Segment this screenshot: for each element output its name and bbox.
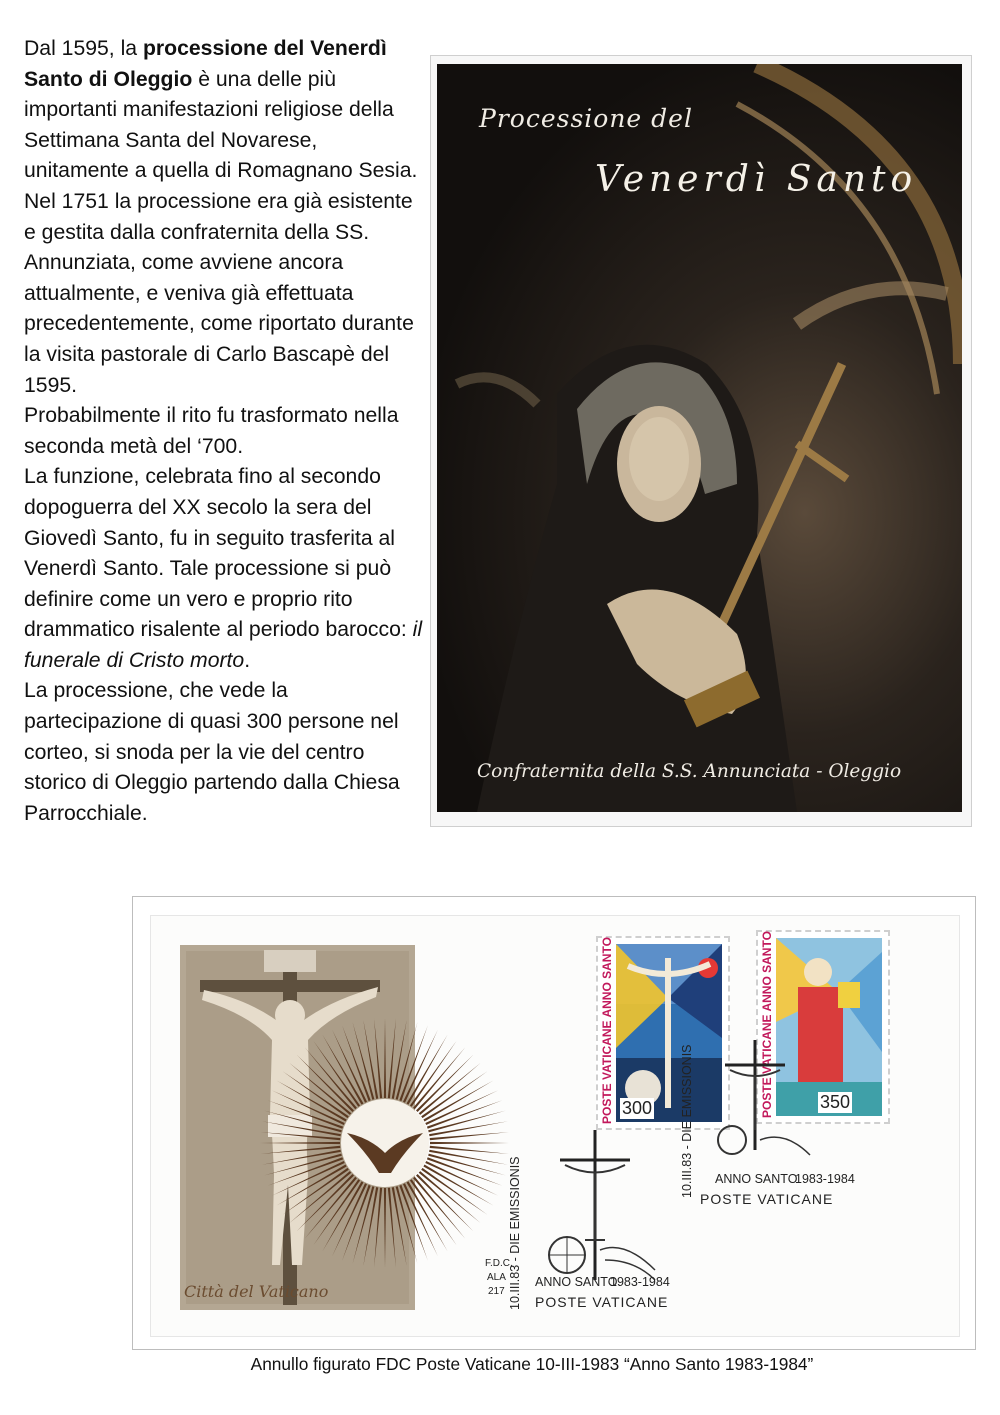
sunburst-ray: [384, 1188, 386, 1268]
postmark-2-office: POSTE VATICANE: [700, 1191, 834, 1207]
p1-rest: è una delle più importanti manifestazioni religiose della Settimana Santa del Novarese, unitamente a quella di Romagnano Sesia.: [24, 67, 418, 183]
paragraph-4: [24, 462, 424, 676]
p1-bold: processione del Venerdì Santo di Oleggio: [24, 37, 387, 91]
cover-image: [437, 64, 962, 812]
paragraph-2: Nel 1751 la processione era già esistente e gestita dalla confraternita della SS. Annunziata, come avviene ancora attualmente, e veniva già effettuata precedentemente, come riportato durante la visita pastorale di Carlo Bascapè del 1595.: [24, 189, 414, 397]
p4-main: La funzione, celebrata fino al secondo dopoguerra del XX secolo la sera del Giovedì Santo, fu in seguito trasferita al Venerdì Santo. Tale processione si può definire come un vero e proprio rito drammatico risalente al periodo barocco:: [24, 465, 413, 642]
sunburst-ray: [416, 1174, 473, 1231]
stamp-350-text: POSTE VATICANE ANNO SANTO: [760, 931, 774, 1118]
cover-caption: Confraternita della S.S. Annunciata - Oleggio: [477, 761, 902, 782]
cover-title-line1: Processione del: [479, 104, 693, 133]
sunburst-ray: [305, 1177, 357, 1239]
postmark-1-date: 10.III.83 - DIE EMISSIONIS: [508, 1156, 522, 1310]
postmark-1-anno: ANNO SANTO: [535, 1275, 618, 1289]
sunburst-ray: [297, 1055, 354, 1112]
sunburst-ray: [289, 1063, 351, 1115]
fdc-label-3: 217: [488, 1286, 505, 1297]
postmark-2-anno: ANNO SANTO: [715, 1172, 798, 1186]
postmark-2-date: 10.III.83 - DIE EMISSIONIS: [680, 1044, 694, 1198]
stamp-300-value: 300: [622, 1098, 653, 1118]
fdc-label-2: ALA: [487, 1272, 506, 1283]
postmark-1-office: POSTE VATICANE: [535, 1294, 669, 1310]
sunburst-dove-emblem: [180, 945, 520, 1325]
stamp-300-text: POSTE VATICANE ANNO SANTO: [600, 937, 614, 1124]
stamp-350-value: 350: [820, 1092, 851, 1112]
sunburst-ray: [384, 1018, 386, 1098]
envelope-caption: Annullo figurato FDC Poste Vaticane 10-III-1983 “Anno Santo 1983-1984”: [250, 1354, 814, 1374]
sunburst-ray: [305, 1047, 357, 1109]
paragraph-1: [24, 34, 424, 187]
sunburst-ray: [416, 1055, 473, 1112]
sunburst-ray: [413, 1047, 465, 1109]
paragraph-3: Probabilmente il rito fu trasformato nella seconda metà del ‘700.: [24, 404, 399, 458]
postmark-2: [690, 1030, 820, 1180]
sunburst-ray: [413, 1177, 465, 1239]
artwork-caption: Città del Vaticano: [184, 1282, 329, 1301]
body-text: [24, 34, 424, 829]
p4-end: .: [244, 648, 251, 672]
postmark-1-years: 1983-1984: [610, 1275, 670, 1289]
paragraph-5: La processione, che vede la partecipazione di quasi 300 persone nel corteo, si snoda per la vie del centro storico di Oleggio partendo dalla Chiesa Parrocchiale.: [24, 679, 400, 825]
postmark-2-years: 1983-1984: [795, 1172, 855, 1186]
sunburst-ray: [260, 1142, 340, 1144]
sunburst-center: [341, 1099, 429, 1187]
cover-title-line2: Venerdì Santo: [595, 159, 918, 200]
sunburst-ray: [430, 1142, 510, 1144]
sunburst-ray: [419, 1171, 481, 1223]
sunburst-ray: [297, 1174, 354, 1231]
p1-intro: Dal 1595, la: [24, 37, 143, 60]
p4-italic: il funerale di Cristo morto: [24, 618, 423, 672]
fdc-label-1: F.D.C.: [485, 1258, 513, 1269]
sunburst-ray: [289, 1171, 351, 1223]
sunburst-ray: [419, 1063, 481, 1115]
